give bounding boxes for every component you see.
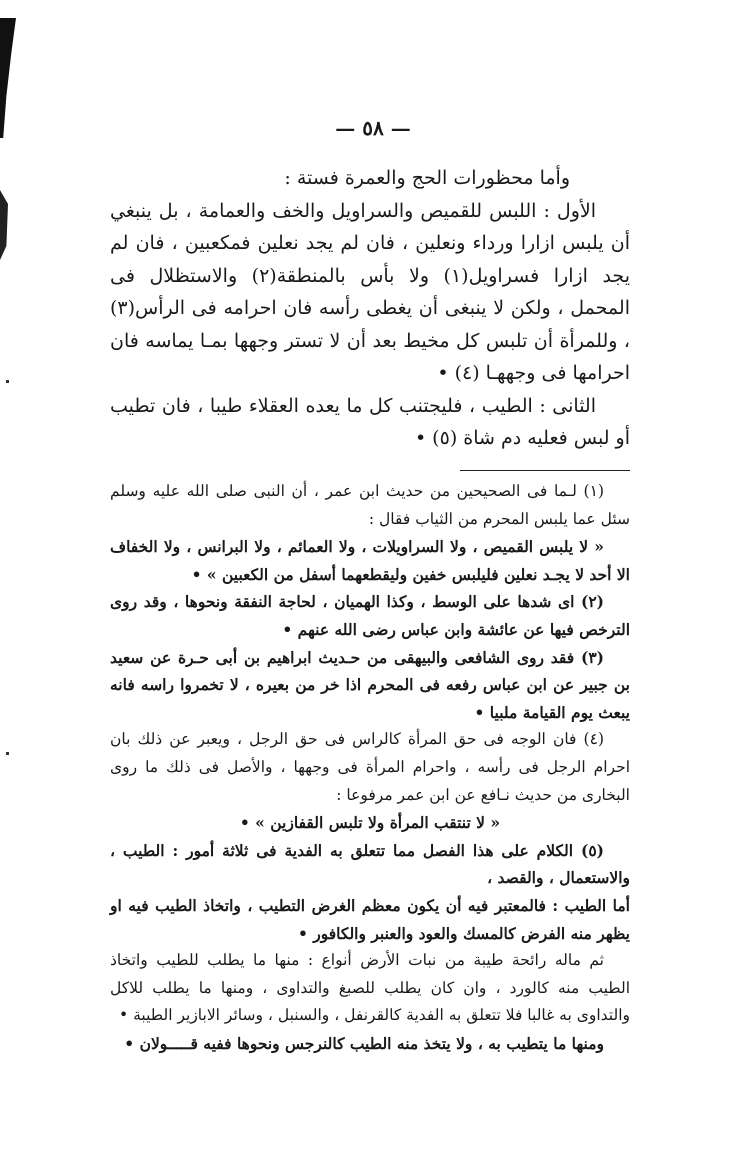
- footnote-5: (٥) الكلام على هذا الفصل مما تتعلق به الفدية فى ثلاثة أمور : الطيب ، والاستعمال ، والقصد ،: [110, 840, 630, 888]
- footnotes: [110, 478, 630, 1057]
- footnote-4-quote: « لا تنتقب المرأة ولا تلبس القفازين » •: [239, 813, 501, 833]
- footnote-2: (٢) اى شدها على الوسط ، وكذا الهميان ، لحاجة النفقة ونحوها ، وقد روى الترخص فيها عن عائشة وابن عباس رضى الله عنهم •: [110, 592, 630, 639]
- scan-speck: [6, 380, 9, 383]
- section-heading: وأما محظورات الحج والعمرة فستة :: [284, 167, 570, 189]
- footnote-3: (٣) فقد روى الشافعى والبيهقى من حـديث ابراهيم بن أبى حـرة عن سعيد بن جبير عن ابن عباس رفعه فى المحرم اذا خر من بعيره ، لا تخمروا راسه فانه يبعث يوم القيامة ملبيا •: [110, 647, 630, 722]
- scan-speck: [6, 752, 9, 755]
- footnote-1-quote: « لا يلبس القميص ، ولا السراويلات ، ولا العمائم ، ولا البرانس ، ولا الخفاف الا أحد لا يجـد نعلين فليلبس خفين وليقطعهما أسفل من الكعبين » •: [110, 537, 630, 584]
- footnote-divider: [460, 470, 630, 471]
- footnote-5-last: ومنها ما يتطيب به ، ولا يتخذ منه الطيب كالنرجس ونحوها ففيه قـــــولان •: [124, 1033, 604, 1053]
- scan-edge-shadow-lower: [0, 190, 8, 260]
- main-text: [110, 162, 630, 455]
- footnote-1: (١) لـما فى الصحيحين من حديث ابن عمر ، أن النبى صلى الله عليه وسلم سئل عما يلبس المحرم من الثياب فقال :: [110, 482, 630, 528]
- paragraph-second-prohibition: الثانى : الطيب ، فليجتنب كل ما يعده العقلاء طيبا ، فان تطيب أو لبس فعليه دم شاة (٥) •: [110, 394, 630, 449]
- footnote-4: (٤) فان الوجه فى حق المرأة كالراس فى حق الرجل ، ويعبر عن ذلك بان احرام الرجل فى رأسه ، واحرام المرأة فى وجهها ، والأصل فى ذلك ما روى البخارى من حديث نـافع عن ابن عمر مرفوعا :: [110, 730, 630, 804]
- footnote-5-perfume: أما الطيب : فالمعتبر فيه أن يكون معظم الغرض التطيب ، واتخاذ الطيب فيه او يظهر منه الفرض كالمسك والعود والعنبر والكافور •: [110, 895, 630, 943]
- page-number: — ٥٨ —: [335, 116, 411, 140]
- footnote-5-plants: ثم ماله رائحة طيبة من نبات الأرض أنواع : منها ما يطلب للطيب واتخاذ الطيب منه كالورد ، وان كان يطلب للصبغ والتداوى ، ومنها ما يطلب للاكل والتداوى به غالبا فلا تتعلق به الفدية كالقرنفل ، والسنبل ، وسائر الابازير الطيبة •: [110, 951, 630, 1025]
- paragraph-first-prohibition: الأول : اللبس للقميص والسراويل والخف والعمامة ، بل ينبغي أن يلبس ازارا ورداء ونعلين ، فان لم يجد نعلين فمكعبين ، فان لم يجد ازارا فسراويل(١) ولا بأس بالمنطقة(٢) والاستظلال فى المحمل ، ولكن لا ينبغى أن يغطى رأسه فان احرامه فى الرأس(٣) ، وللمرأة أن تلبس كل مخيط بعد أن لا تستر وجهها بمـا يماسه فان احرامها فى وجههـا (٤) •: [110, 199, 630, 384]
